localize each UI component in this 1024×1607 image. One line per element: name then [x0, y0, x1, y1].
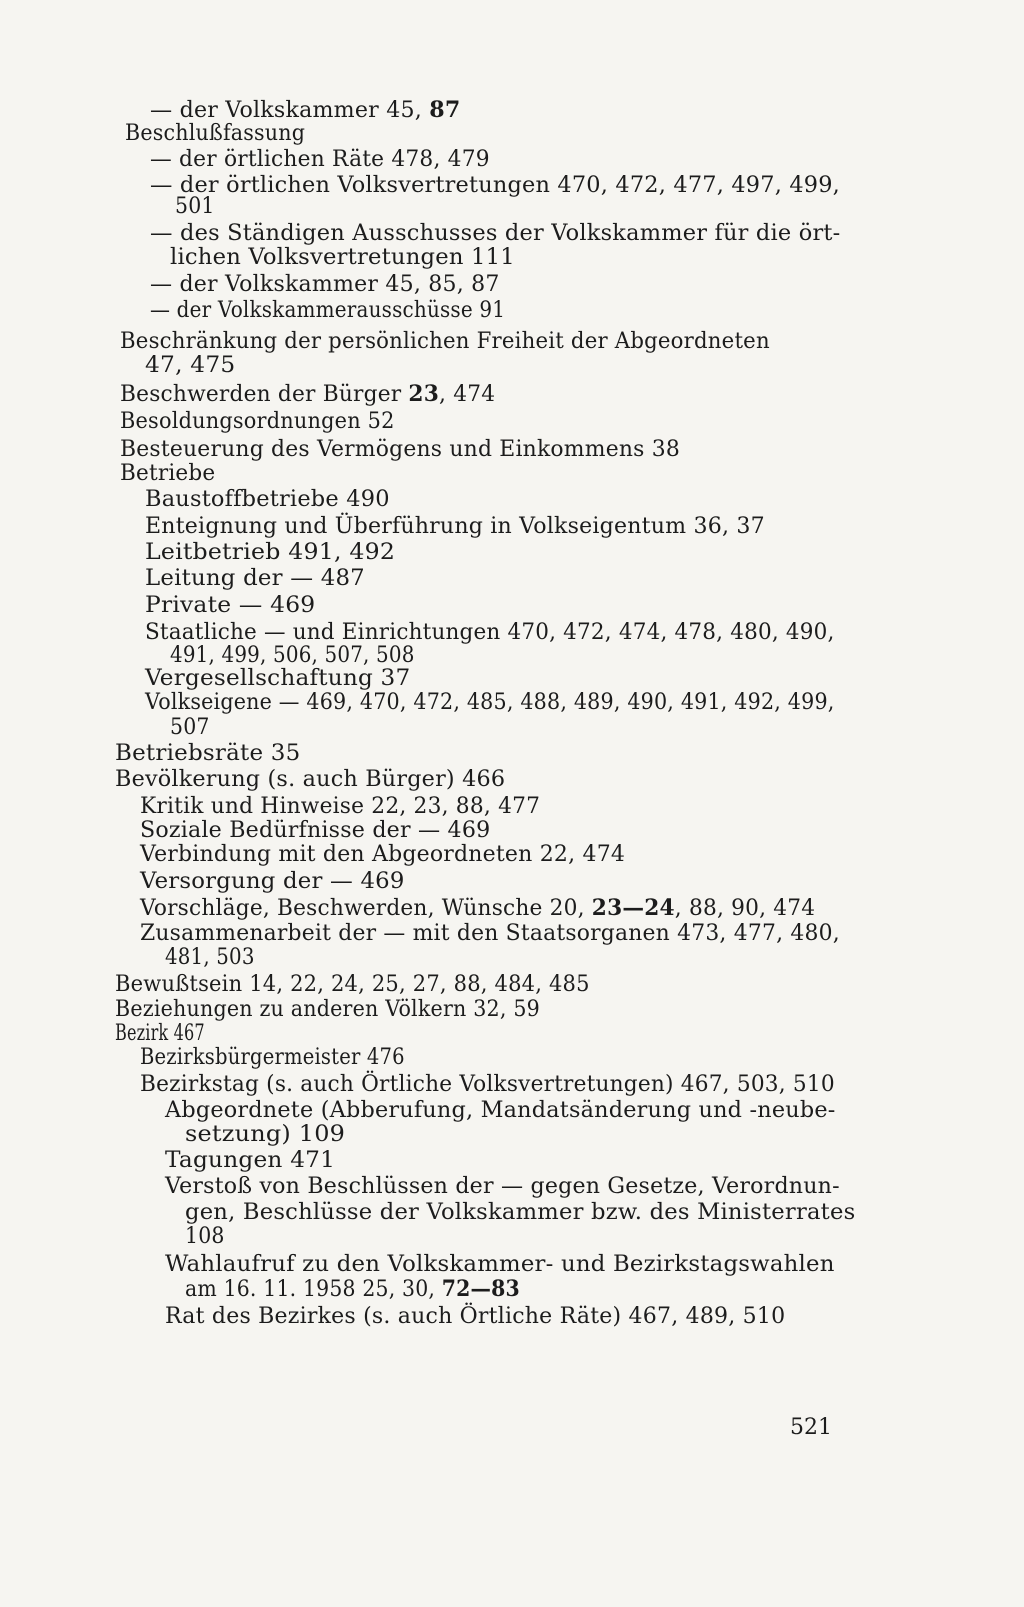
index-entry-line	[175, 194, 215, 220]
index-entry-line	[165, 1148, 335, 1174]
index-text: Bewußtsein 14, 22, 24, 25, 27, 88, 484, 485	[115, 972, 590, 997]
index-entry-line	[115, 972, 590, 998]
index-entry-line	[165, 945, 255, 971]
index-entry-line	[120, 409, 395, 435]
index-entry-line	[140, 818, 490, 844]
index-text: Enteignung und Überführung in Volkseigentum 36, 37	[145, 514, 765, 539]
index-text: Abgeordnete (Abberufung, Mandatsänderung und -neube-	[165, 1098, 836, 1123]
index-text: Bezirkstag (s. auch Örtliche Volksvertretungen) 467, 503, 510	[140, 1072, 835, 1097]
index-text: Verbindung mit den Abgeordneten 22, 474	[140, 842, 626, 867]
index-page-ref-bold: 23	[408, 381, 440, 407]
index-text: Bevölkerung (s. auch Bürger) 466	[115, 767, 506, 792]
index-text: setzung) 109	[185, 1122, 346, 1147]
index-entry-line	[145, 566, 365, 592]
index-text: Besteuerung des Vermögens und Einkommens 38	[120, 437, 680, 462]
index-text: Betriebsräte 35	[115, 741, 301, 766]
index-entry-line	[185, 1200, 855, 1226]
index-text: Besoldungsordnungen 52	[120, 409, 395, 434]
index-entry-line	[150, 272, 500, 298]
index-entry-line	[150, 147, 490, 173]
index-entry-line	[165, 1174, 840, 1200]
index-text: Beschränkung der persönlichen Freiheit der Abgeordneten	[120, 329, 770, 354]
index-entry-line	[165, 1252, 835, 1278]
index-text: Soziale Bedürfnisse der — 469	[140, 818, 491, 843]
index-text: Bezirksbürgermeister 476	[140, 1045, 405, 1070]
index-text: Verstoß von Beschlüssen der — gegen Gesetze, Verordnun-	[165, 1174, 840, 1199]
index-entry-line	[170, 245, 515, 271]
index-text: Leitbetrieb 491, 492	[145, 540, 396, 565]
index-text: 491, 499, 506, 507, 508	[170, 643, 415, 668]
index-entry-line	[185, 1224, 225, 1250]
index-text: Vergesellschaftung 37	[145, 666, 411, 691]
index-text: — der örtlichen Volksvertretungen 470, 472, 477, 497, 499,	[150, 173, 841, 198]
index-entry-line	[115, 1021, 205, 1047]
index-text: Vorschläge, Beschwerden, Wünsche 20,	[140, 896, 592, 921]
index-entry-line	[145, 690, 835, 716]
index-entry-line	[140, 869, 405, 895]
index-entry-line	[140, 895, 815, 922]
index-text: Beziehungen zu anderen Völkern 32, 59	[115, 997, 541, 1022]
index-entry-line	[140, 1045, 405, 1071]
index-text: Leitung der — 487	[145, 566, 365, 591]
index-page-ref-bold: 72—83	[441, 1276, 520, 1302]
index-text: 108	[185, 1224, 225, 1249]
page-number: 521	[790, 1415, 832, 1440]
index-entry-line	[145, 666, 410, 692]
index-text: am 16. 11. 1958 25, 30,	[185, 1277, 442, 1302]
index-entry-line	[140, 1072, 835, 1098]
index-text: Private — 469	[145, 593, 316, 618]
index-entry-line	[120, 329, 770, 355]
index-text: Rat des Bezirkes (s. auch Örtliche Räte) 467, 489, 510	[165, 1304, 786, 1329]
index-text: Beschlußfassung	[125, 121, 306, 146]
index-entry-line	[165, 1304, 785, 1330]
index-entry-line	[125, 121, 305, 147]
index-text: — der Volkskammerausschüsse 91	[150, 298, 506, 323]
index-text: Tagungen 471	[165, 1148, 336, 1173]
index-text: — des Ständigen Ausschusses der Volkskammer für die ört-	[150, 221, 841, 246]
index-text: , 88, 90, 474	[674, 896, 816, 921]
index-entry-line	[165, 1098, 835, 1124]
index-text: 507	[170, 715, 210, 740]
index-entry-line	[140, 921, 840, 947]
index-entry-line	[185, 1122, 345, 1148]
index-text: — der Volkskammer 45,	[150, 98, 430, 123]
index-entry-line	[145, 593, 315, 619]
index-entry-line	[115, 767, 505, 793]
index-entry-line	[120, 437, 680, 463]
index-page-ref-bold: 87	[429, 97, 461, 123]
index-text: 481, 503	[165, 945, 255, 970]
index-text: Zusammenarbeit der — mit den Staatsorganen 473, 477, 480,	[140, 921, 840, 946]
index-entry-line	[115, 741, 300, 767]
index-entry-line	[170, 715, 210, 741]
index-text: Beschwerden der Bürger	[120, 382, 409, 407]
index-entry-line	[145, 514, 765, 540]
index-text: — der örtlichen Räte 478, 479	[150, 147, 490, 172]
index-text: Betriebe	[120, 461, 216, 486]
index-text: lichen Volksvertretungen 111	[170, 245, 515, 270]
index-entry-line	[150, 221, 840, 247]
index-entry-line	[145, 487, 390, 513]
index-entry-line	[150, 97, 460, 124]
index-text: Baustoffbetriebe 490	[145, 487, 390, 512]
index-entry-line	[120, 461, 215, 487]
index-text: Bezirk 467	[115, 1021, 205, 1046]
index-text: — der Volkskammer 45, 85, 87	[150, 272, 500, 297]
index-entry-line	[150, 173, 840, 199]
index-text: Kritik und Hinweise 22, 23, 88, 477	[140, 794, 541, 819]
index-text: , 474	[439, 382, 496, 407]
index-text: Versorgung der — 469	[140, 869, 405, 894]
index-entry-line	[140, 794, 540, 820]
index-text: gen, Beschlüsse der Volkskammer bzw. des Ministerrates	[185, 1200, 856, 1225]
index-entry-line	[115, 997, 540, 1023]
index-entry-line	[185, 1276, 520, 1303]
index-entry-line	[140, 842, 625, 868]
index-entry-line	[150, 298, 505, 324]
index-entry-line	[145, 540, 395, 566]
index-text: Volkseigene — 469, 470, 472, 485, 488, 489, 490, 491, 492, 499,	[145, 690, 835, 715]
index-entry-line	[145, 353, 235, 379]
index-page-ref-bold: 23—24	[591, 895, 675, 921]
index-text: 47, 475	[145, 353, 236, 378]
index-text: Staatliche — und Einrichtungen 470, 472, 474, 478, 480, 490,	[145, 620, 835, 645]
index-text: Wahlaufruf zu den Volkskammer- und Bezirkstagswahlen	[165, 1252, 835, 1277]
index-entry-line	[120, 381, 495, 408]
index-text: 501	[175, 194, 215, 219]
